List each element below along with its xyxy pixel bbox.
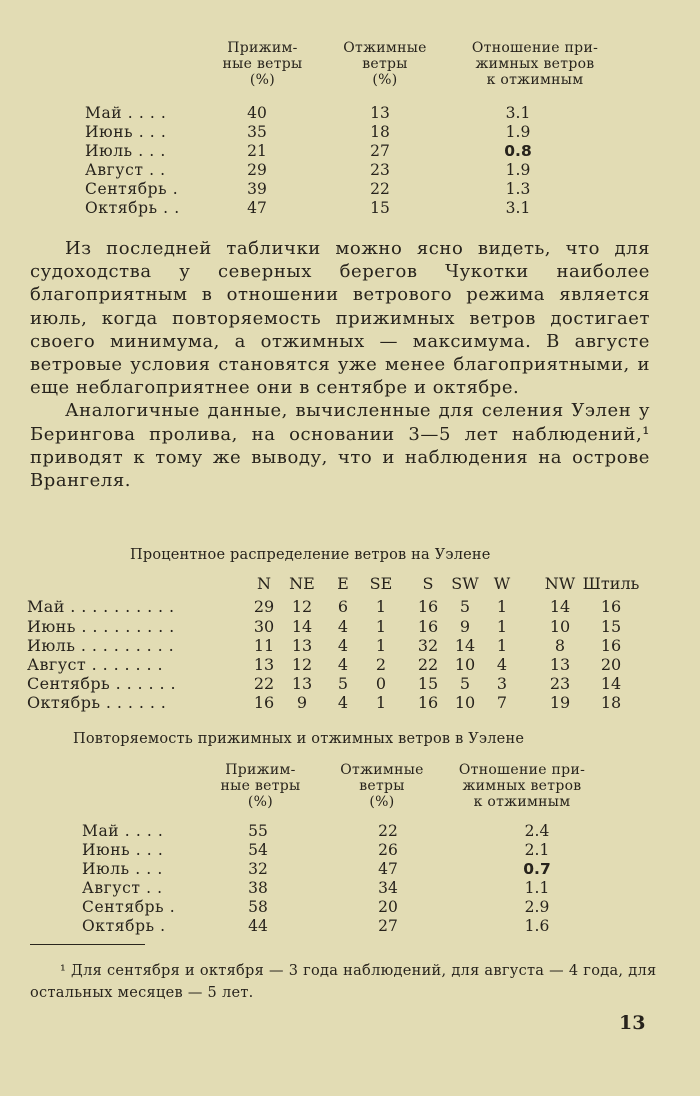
table-cell: 1 xyxy=(496,617,508,636)
table-cell: 13 xyxy=(549,655,571,674)
column-header-ratio xyxy=(450,40,620,88)
onshore-value: 58 xyxy=(248,898,268,916)
ratio-value: 3.1 xyxy=(505,199,531,217)
table-row xyxy=(0,860,700,879)
table-cell: 14 xyxy=(454,636,476,655)
ratio-value: 1.1 xyxy=(524,879,550,897)
header-text: Отжимные ветры (%) xyxy=(343,40,427,88)
month-label: Май . . . . . . . . . . xyxy=(27,597,175,616)
table-cell: 16 xyxy=(417,617,439,636)
table-row xyxy=(0,879,700,898)
table-cell: 16 xyxy=(600,636,622,655)
footnote xyxy=(30,960,660,1004)
month-label: Июль . . . . . . . . . xyxy=(27,636,175,655)
direction-label: NE xyxy=(289,574,315,593)
month-label: Май . . . . xyxy=(85,104,167,122)
table-row xyxy=(0,142,700,161)
table-row xyxy=(0,674,700,693)
table-row xyxy=(0,161,700,180)
ratio-value: 1.9 xyxy=(505,161,531,179)
month-label: Сентябрь . . . . . . xyxy=(27,674,176,693)
table-cell: 29 xyxy=(253,597,275,616)
table-cell: 15 xyxy=(417,674,439,693)
table-cell: 4 xyxy=(337,636,349,655)
paragraph: Из последней таблички можно ясно видеть, что для судоходства у северных берегов Чукотки наиболее благоприятным в отношении ветрового режима является июль, когда повторяемость прижимных ветров достигает своего минимума, а отжимных — максимума. В августе ветровые условия становятся уже менее благоприятными, и еще неблагоприятнее они в сентябре и октябре. xyxy=(30,238,650,399)
onshore-value: 29 xyxy=(247,161,267,179)
table-cell: 14 xyxy=(291,617,313,636)
onshore-value: 21 xyxy=(247,142,267,160)
column-header-onshore xyxy=(203,762,318,810)
column-header-offshore xyxy=(330,40,440,88)
table-cell: 7 xyxy=(496,693,508,712)
header-text: Прижим- ные ветры (%) xyxy=(222,40,303,88)
table-cell: 4 xyxy=(337,617,349,636)
direction-label: W xyxy=(493,574,511,593)
offshore-value: 20 xyxy=(378,898,398,916)
footnote-text: ¹ Для сентября и октября — 3 года наблюдений, для августа — 4 года, для остальных месяцев — 5 лет. xyxy=(30,963,657,1001)
ratio-value: 2.4 xyxy=(524,822,550,840)
onshore-value: 40 xyxy=(247,104,267,122)
table-row xyxy=(0,917,700,936)
offshore-value: 22 xyxy=(378,822,398,840)
offshore-value: 23 xyxy=(370,161,390,179)
direction-label: N xyxy=(257,574,271,593)
table-cell: 14 xyxy=(600,674,622,693)
table-caption: Процентное распределение ветров на Уэлене xyxy=(130,547,491,563)
column-header-offshore xyxy=(327,762,437,810)
onshore-value: 47 xyxy=(247,199,267,217)
table-cell: 4 xyxy=(337,693,349,712)
table-cell: 19 xyxy=(549,693,571,712)
table-row xyxy=(0,597,700,616)
table-cell: 16 xyxy=(417,597,439,616)
table-row xyxy=(0,123,700,142)
table-cell: 12 xyxy=(291,655,313,674)
offshore-value: 15 xyxy=(370,199,390,217)
table-cell: 22 xyxy=(253,674,275,693)
table-cell: 1 xyxy=(375,617,387,636)
month-label: Июль . . . xyxy=(82,860,163,878)
month-label: Октябрь . xyxy=(82,917,166,935)
page-number: 13 xyxy=(619,1012,646,1034)
direction-label: SW xyxy=(451,574,479,593)
header-text: Отношение при- жимных ветров к отжимным xyxy=(471,40,599,88)
onshore-value: 32 xyxy=(248,860,268,878)
table-cell: 0 xyxy=(375,674,387,693)
table-cell: 13 xyxy=(291,674,313,693)
table-cell: 32 xyxy=(417,636,439,655)
table-cell: 4 xyxy=(496,655,508,674)
offshore-value: 18 xyxy=(370,123,390,141)
onshore-value: 44 xyxy=(248,917,268,935)
offshore-value: 13 xyxy=(370,104,390,122)
offshore-value: 27 xyxy=(378,917,398,935)
month-label: Сентябрь . xyxy=(85,180,179,198)
table-cell: 10 xyxy=(454,655,476,674)
month-label: Август . . xyxy=(82,879,163,897)
direction-label: SE xyxy=(369,574,393,593)
table-cell: 3 xyxy=(496,674,508,693)
table-cell: 12 xyxy=(291,597,313,616)
month-label: Октябрь . . xyxy=(85,199,180,217)
month-label: Июль . . . xyxy=(85,142,166,160)
table-cell: 1 xyxy=(496,636,508,655)
direction-label: S xyxy=(422,574,434,593)
table-cell: 1 xyxy=(375,597,387,616)
table-cell: 30 xyxy=(253,617,275,636)
table-cell: 4 xyxy=(337,655,349,674)
ratio-value: 3.1 xyxy=(505,104,531,122)
direction-label: NW xyxy=(544,574,576,593)
month-label: Май . . . . xyxy=(82,822,164,840)
direction-label: E xyxy=(337,574,349,593)
table-cell: 10 xyxy=(454,693,476,712)
table-row xyxy=(0,693,700,712)
onshore-value: 55 xyxy=(248,822,268,840)
table-row xyxy=(0,822,700,841)
table-cell: 20 xyxy=(600,655,622,674)
column-header-onshore xyxy=(205,40,320,88)
direction-label: Штиль xyxy=(582,574,640,593)
table-row xyxy=(0,636,700,655)
table-cell: 16 xyxy=(253,693,275,712)
paragraph: Аналогичные данные, вычисленные для селения Уэлен у Берингова пролива, на основании 3—5 лет наблюдений,¹ приводят к тому же выводу, что и наблюдения на острове Врангеля. xyxy=(30,400,650,492)
header-text: Отношение при- жимных ветров к отжимным xyxy=(458,762,586,810)
month-label: Июнь . . . . . . . . . xyxy=(27,617,175,636)
header-text: Прижим- ные ветры (%) xyxy=(220,762,301,810)
table-cell: 14 xyxy=(549,597,571,616)
table-cell: 1 xyxy=(375,693,387,712)
offshore-value: 22 xyxy=(370,180,390,198)
table-row xyxy=(0,898,700,917)
table-row xyxy=(0,180,700,199)
footnote-rule xyxy=(30,944,145,945)
table-cell: 15 xyxy=(600,617,622,636)
table-cell: 9 xyxy=(296,693,308,712)
table-cell: 8 xyxy=(554,636,566,655)
table-cell: 5 xyxy=(337,674,349,693)
table-cell: 5 xyxy=(459,597,471,616)
month-label: Октябрь . . . . . . xyxy=(27,693,167,712)
ratio-value: 1.3 xyxy=(505,180,531,198)
table-row xyxy=(0,199,700,218)
table-cell: 2 xyxy=(375,655,387,674)
onshore-value: 35 xyxy=(247,123,267,141)
month-label: Сентябрь . xyxy=(82,898,176,916)
offshore-value: 26 xyxy=(378,841,398,859)
table-cell: 22 xyxy=(417,655,439,674)
table-cell: 5 xyxy=(459,674,471,693)
table-cell: 9 xyxy=(459,617,471,636)
offshore-value: 27 xyxy=(370,142,390,160)
table-cell: 11 xyxy=(253,636,275,655)
ratio-value: 2.9 xyxy=(524,898,550,916)
table-caption: Повторяемость прижимных и отжимных ветров в Уэлене xyxy=(73,731,525,747)
table-cell: 6 xyxy=(337,597,349,616)
table-cell: 13 xyxy=(291,636,313,655)
table-cell: 13 xyxy=(253,655,275,674)
month-label: Август . . xyxy=(85,161,166,179)
table-cell: 16 xyxy=(600,597,622,616)
ratio-value: 1.9 xyxy=(505,123,531,141)
month-label: Август . . . . . . . xyxy=(27,655,163,674)
header-text: Отжимные ветры (%) xyxy=(340,762,424,810)
onshore-value: 38 xyxy=(248,879,268,897)
onshore-value: 54 xyxy=(248,841,268,859)
table-cell: 23 xyxy=(549,674,571,693)
table-cell: 18 xyxy=(600,693,622,712)
table-cell: 1 xyxy=(496,597,508,616)
ratio-value: 0.8 xyxy=(504,142,532,160)
table-row xyxy=(0,617,700,636)
table-cell: 16 xyxy=(417,693,439,712)
table-cell: 1 xyxy=(375,636,387,655)
month-label: Июнь . . . xyxy=(82,841,164,859)
month-label: Июнь . . . xyxy=(85,123,167,141)
offshore-value: 34 xyxy=(378,879,398,897)
onshore-value: 39 xyxy=(247,180,267,198)
ratio-value: 1.6 xyxy=(524,917,550,935)
table-row xyxy=(0,104,700,123)
table-row xyxy=(0,841,700,860)
table-row xyxy=(0,655,700,674)
body-text xyxy=(30,237,650,492)
ratio-value: 2.1 xyxy=(524,841,550,859)
table-cell: 10 xyxy=(549,617,571,636)
offshore-value: 47 xyxy=(378,860,398,878)
column-header-ratio xyxy=(442,762,602,810)
ratio-value: 0.7 xyxy=(523,860,551,878)
